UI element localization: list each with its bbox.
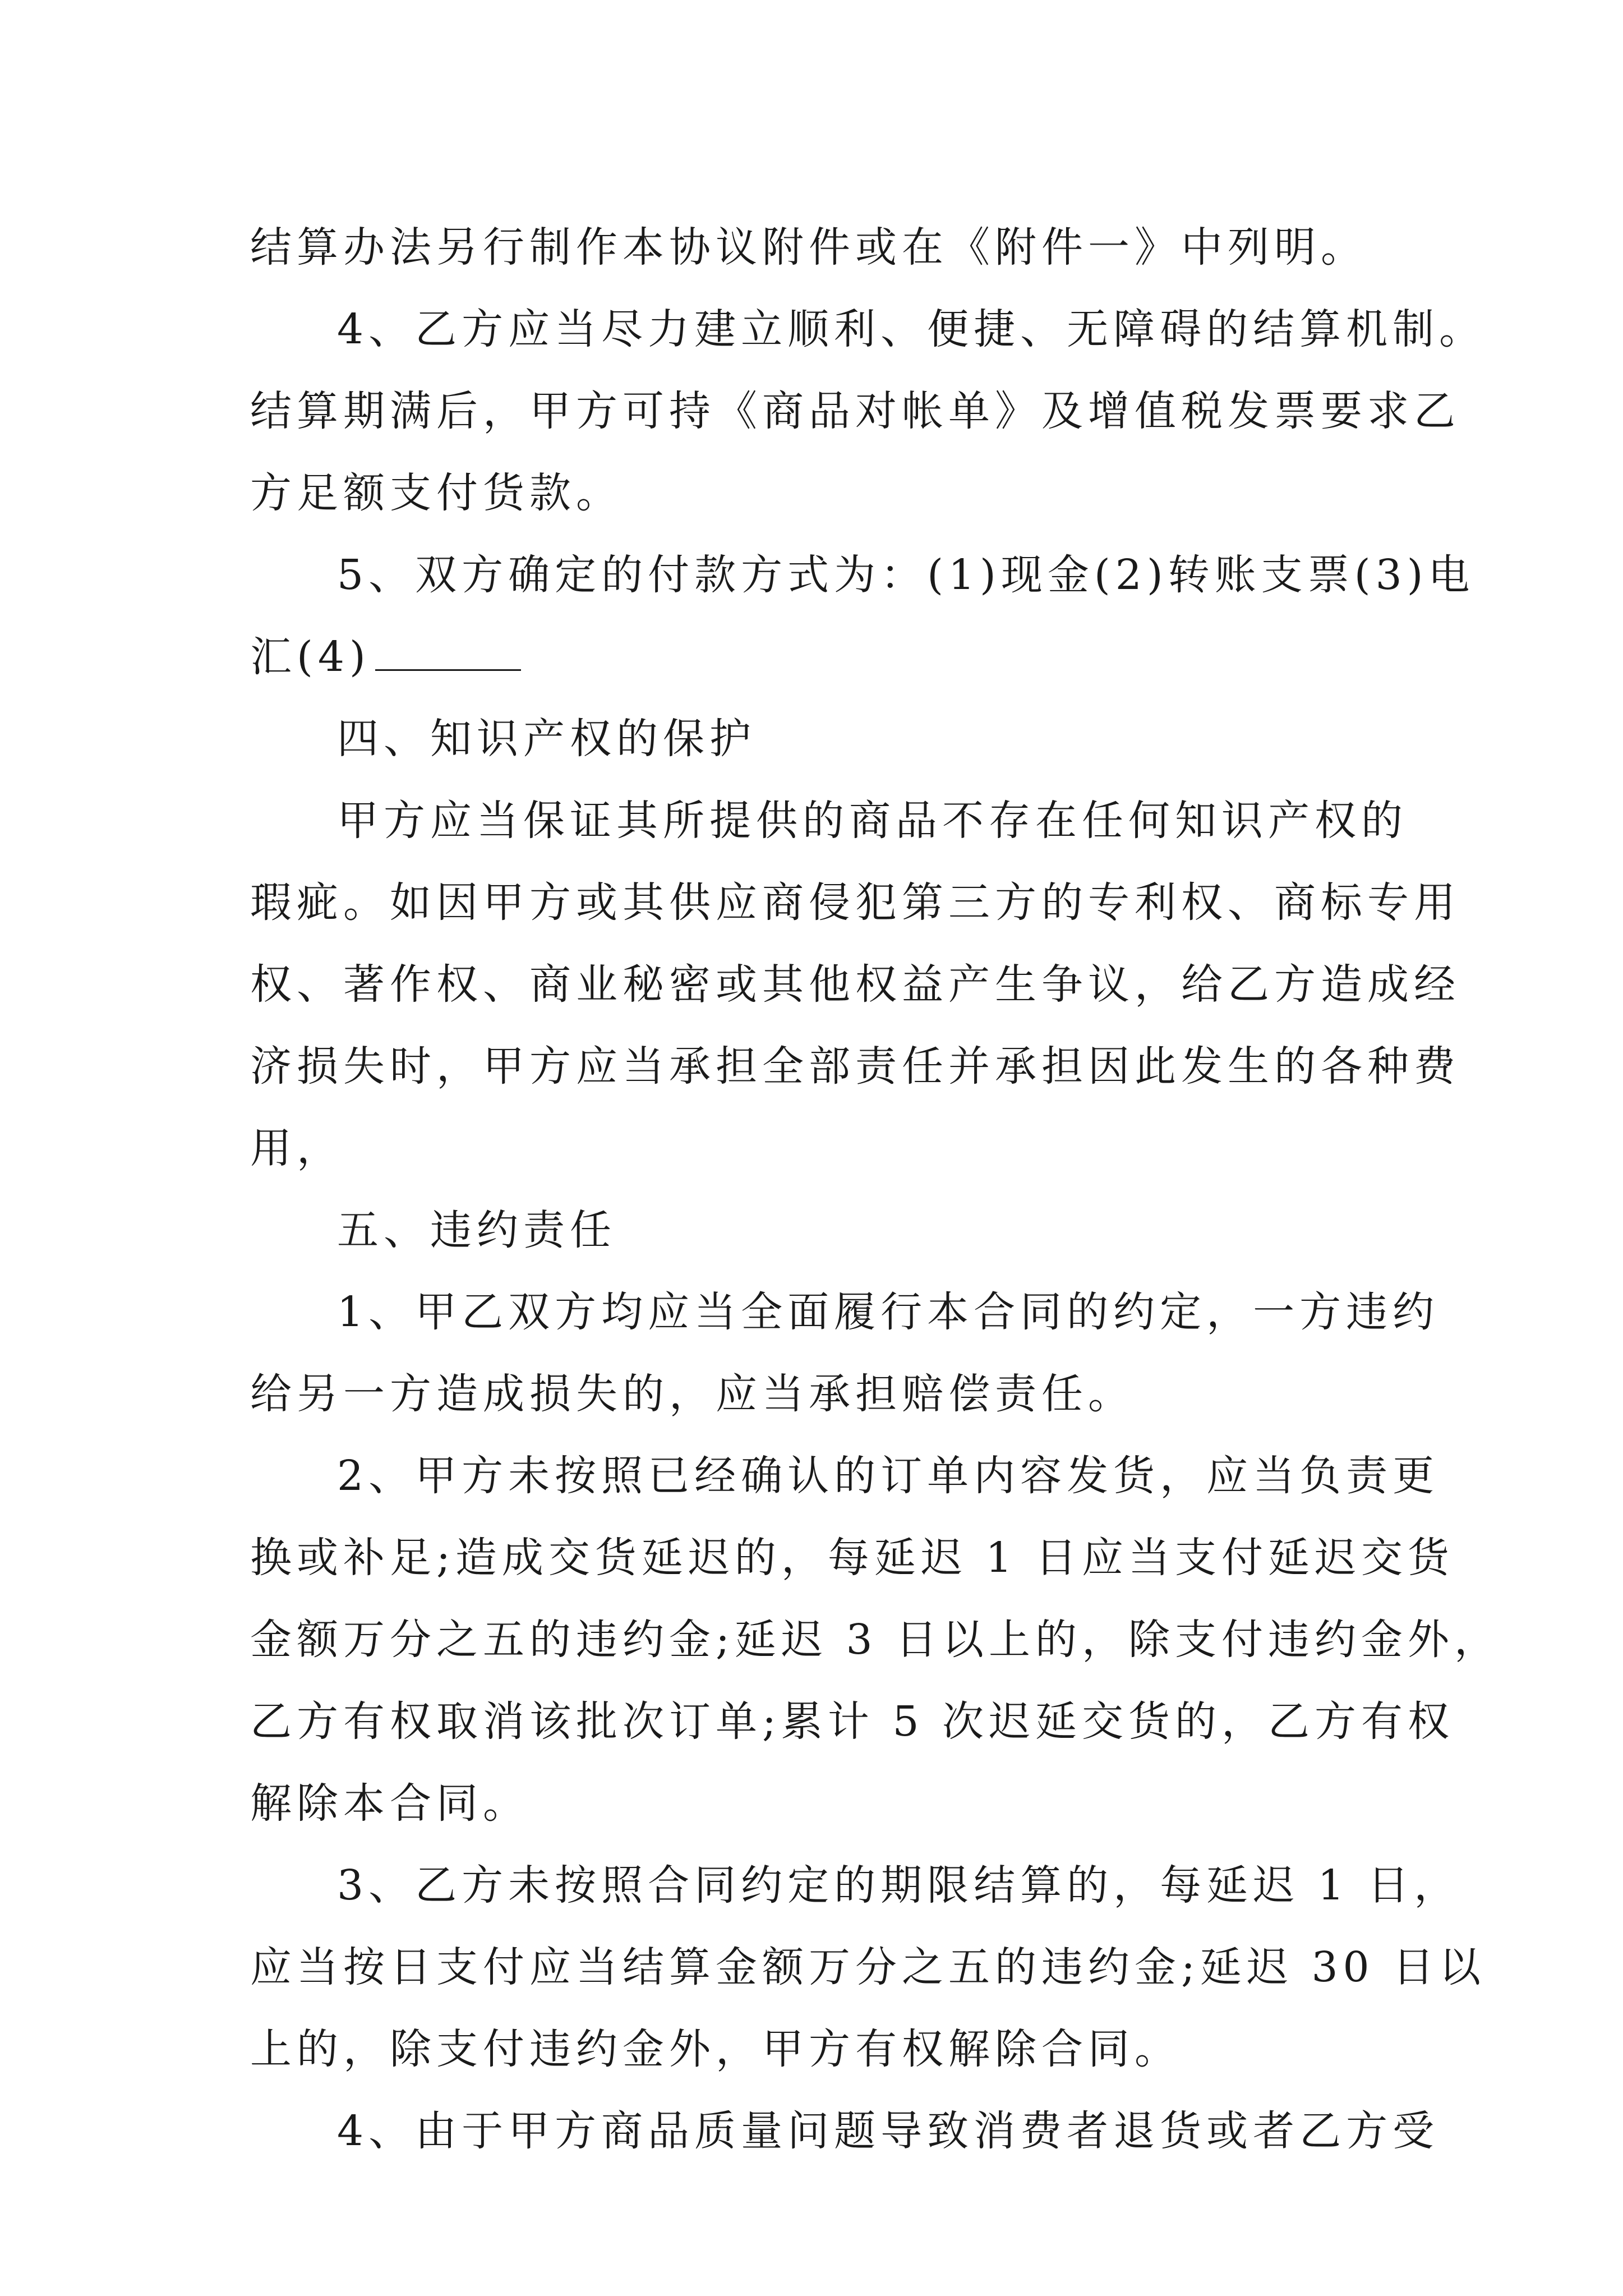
text-line: 方足额支付货款。 xyxy=(250,469,623,517)
text-line: 权、著作权、商业秘密或其他权益产生争议，给乙方造成经 xyxy=(250,960,1460,1009)
section-5-heading: 五、违约责任 xyxy=(337,1206,616,1254)
text-line: 结算期满后，甲方可持《商品对帐单》及增值税发票要求乙 xyxy=(250,387,1460,435)
text-line: 用， xyxy=(250,1124,343,1172)
text-line: 解除本合同。 xyxy=(250,1779,529,1828)
clause-3-5-line: 5、双方确定的付款方式为：(1)现金(2)转账支票(3)电 xyxy=(337,551,1475,599)
payment-method-line xyxy=(250,616,1389,698)
clause-5-1-line: 1、甲乙双方均应当全面履行本合同的约定，一方违约 xyxy=(337,1288,1440,1336)
clause-5-3-line: 3、乙方未按照合同约定的期限结算的，每延迟 1 日， xyxy=(337,1861,1461,1910)
contract-body xyxy=(250,206,1501,2172)
text-line: 结算办法另行制作本协议附件或在《附件一》中列明。 xyxy=(250,223,1367,272)
clause-5-4-line: 4、由于甲方商品质量问题导致消费者退货或者乙方受 xyxy=(337,2107,1440,2155)
text-line: 济损失时，甲方应当承担全部责任并承担因此发生的各种费 xyxy=(250,1042,1460,1091)
text-line: 金额万分之五的违约金;延迟 3 日以上的，除支付违约金外， xyxy=(250,1616,1501,1664)
clause-3-4-line: 4、乙方应当尽力建立顺利、便捷、无障碍的结算机制。 xyxy=(337,305,1486,353)
clause-5-2-line: 2、甲方未按照已经确认的订单内容发货，应当负责更 xyxy=(337,1452,1440,1500)
text-line: 应当按日支付应当结算金额万分之五的违约金;延迟 30 日以 xyxy=(250,1943,1486,1991)
text-line: 给另一方造成损失的，应当承担赔偿责任。 xyxy=(250,1370,1135,1418)
text-line: 乙方有权取消该批次订单;累计 5 次迟延交货的，乙方有权 xyxy=(250,1697,1455,1746)
text-line: 瑕疵。如因甲方或其供应商侵犯第三方的专利权、商标专用 xyxy=(250,878,1460,927)
payment-method-text: 汇(4) xyxy=(250,633,371,681)
text-line: 换或补足;造成交货延迟的，每延迟 1 日应当支付延迟交货 xyxy=(250,1534,1455,1582)
payment-method-blank xyxy=(375,628,521,671)
section-4-paragraph-line: 甲方应当保证其所提供的商品不存在任何知识产权的 xyxy=(337,797,1408,845)
text-line: 上的，除支付违约金外，甲方有权解除合同。 xyxy=(250,2025,1181,2073)
section-4-heading: 四、知识产权的保护 xyxy=(337,715,756,763)
